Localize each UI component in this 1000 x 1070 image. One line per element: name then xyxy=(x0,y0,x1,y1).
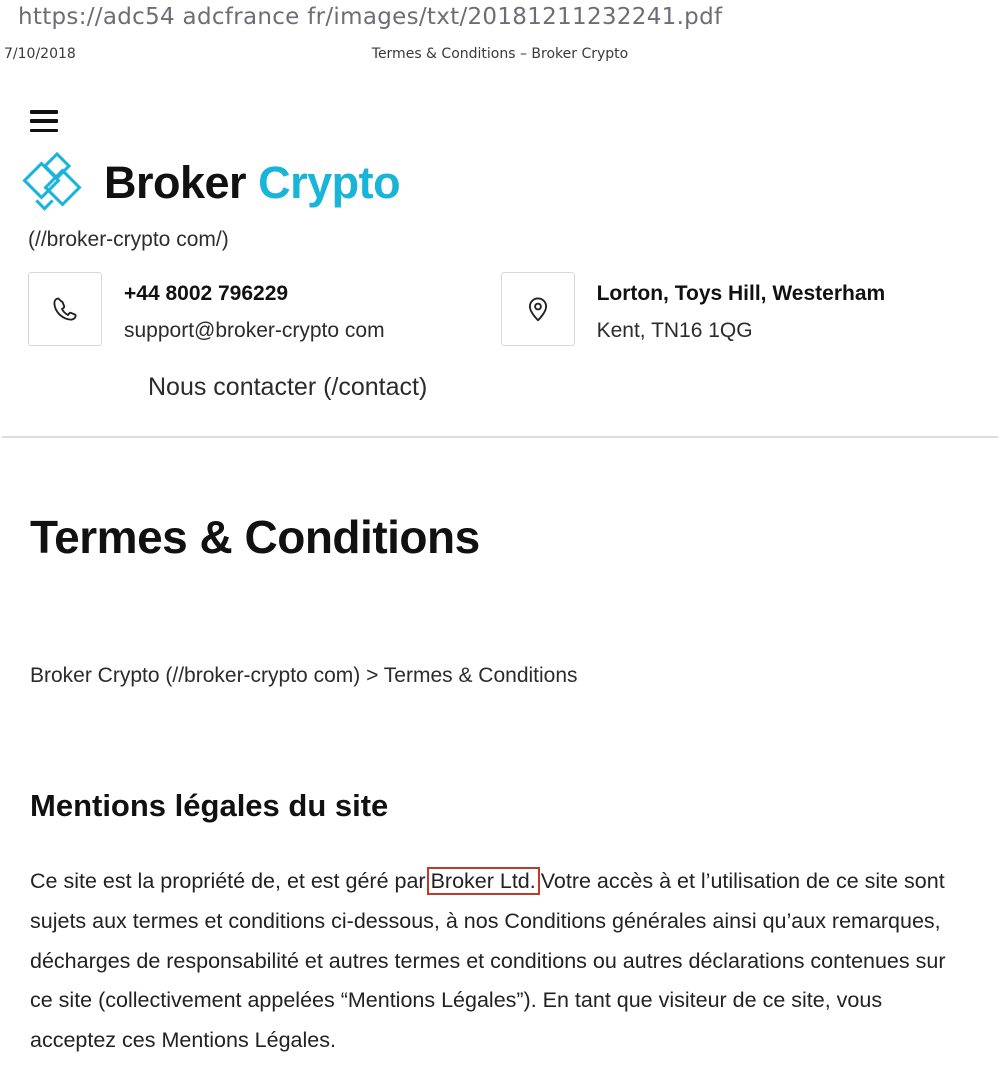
contact-address-line2: Kent, TN16 1QG xyxy=(596,318,753,342)
hamburger-bar-2 xyxy=(30,119,58,123)
paragraph-before-text: Ce site est la propriété de, et est géré par xyxy=(30,869,426,893)
section-title: Mentions légales du site xyxy=(30,788,389,823)
legal-paragraph xyxy=(30,862,970,1061)
print-header xyxy=(0,46,1000,66)
contact-address-text xyxy=(597,272,886,347)
brand-name-secondary: Crypto xyxy=(258,156,401,208)
paragraph-after-text: Votre accès à et l’utilisation de ce site sont sujets aux termes et conditions ci-dessous, à nos Conditions générales ainsi qu’aux remarques, décharges de responsabilité et autres termes et conditions ou autres déclarations contenues sur ce site (collectivement appelées “Mentions Légales”). En tant que visiteur de ce site, vous acceptez ces Mentions Légales. xyxy=(30,869,946,1053)
contact-address-line1: Lorton, Toys Hill, Westerham xyxy=(596,282,886,305)
contact-phone-number: +44 8002 796229 xyxy=(124,282,289,305)
highlighted-entity-name: Broker Ltd. xyxy=(427,867,540,895)
brand-logo[interactable] xyxy=(28,150,1000,214)
brand-wordmark xyxy=(104,156,401,208)
hamburger-bar-1 xyxy=(30,110,58,114)
contact-phone-text xyxy=(124,272,385,347)
breadcrumb[interactable]: Broker Crypto (//broker-crypto com) > Termes & Conditions xyxy=(30,664,578,687)
brand-name-primary: Broker xyxy=(104,156,247,208)
contact-email[interactable]: support@broker-crypto com xyxy=(124,318,385,342)
print-date: 7/10/2018 xyxy=(4,46,76,62)
main-content xyxy=(0,470,1000,1061)
hamburger-bar-3 xyxy=(30,129,58,133)
brand-home-link[interactable]: (//broker-crypto com/) xyxy=(28,228,229,251)
contact-row xyxy=(28,272,1000,347)
phone-icon xyxy=(28,272,102,346)
site-header xyxy=(0,110,1000,402)
url-watermark: https://adc54 adcfrance fr/images/txt/20181211232241.pdf xyxy=(18,4,723,30)
contact-cta-link[interactable]: Nous contacter (/contact) xyxy=(148,373,428,402)
contact-address-block xyxy=(501,272,886,347)
page-title: Termes & Conditions xyxy=(30,511,480,563)
location-pin-icon xyxy=(501,272,575,346)
diamond-logo-icon xyxy=(28,153,90,211)
contact-phone-block xyxy=(28,272,385,347)
print-header-title: Termes & Conditions – Broker Crypto xyxy=(371,46,629,62)
header-divider xyxy=(2,436,998,438)
hamburger-menu-icon[interactable] xyxy=(30,110,58,132)
